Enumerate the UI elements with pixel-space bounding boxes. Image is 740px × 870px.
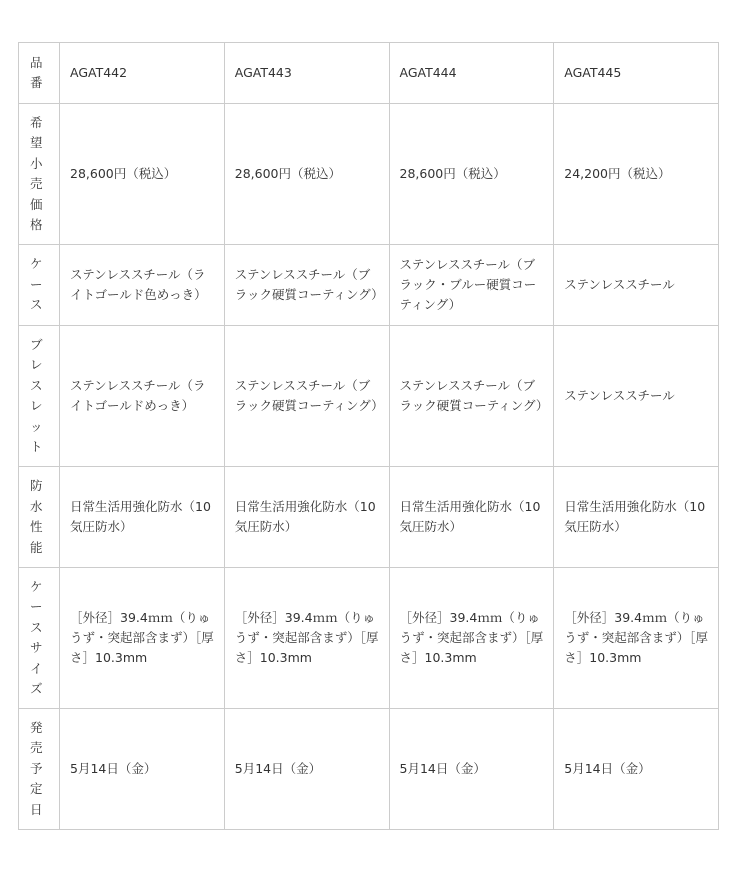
table-cell: 5月14日（金） <box>224 709 389 830</box>
table-cell: ステンレススチール（ブラック硬質コーティング） <box>224 245 389 326</box>
row-case <box>19 245 719 326</box>
table-cell: ステンレススチール（ブラック硬質コーティング） <box>224 326 389 467</box>
table-cell: ステンレススチール（ライトゴールド色めっき） <box>60 245 225 326</box>
table-cell: ステンレススチール（ブラック・ブルー硬質コーティング） <box>389 245 554 326</box>
row-label: ケースサイズ <box>19 568 60 709</box>
table-cell: 28,600円（税込） <box>389 104 554 245</box>
table-cell: 28,600円（税込） <box>224 104 389 245</box>
row-label: ケース <box>19 245 60 326</box>
table-cell: ステンレススチール <box>554 326 719 467</box>
row-release-date <box>19 709 719 830</box>
table-cell: ［外径］39.4ｍｍ（りゅうず・突起部含まず）［厚さ］10.3mm <box>554 568 719 709</box>
cell-agat442: AGAT442 <box>60 43 225 104</box>
row-case-size <box>19 568 719 709</box>
row-label: 発売予定日 <box>19 709 60 830</box>
table-cell: ステンレススチール（ブラック硬質コーティング） <box>389 326 554 467</box>
table-cell: ［外径］39.4ｍｍ（りゅうず・突起部含まず）［厚さ］10.3mm <box>60 568 225 709</box>
table-cell: 日常生活用強化防水（10気圧防水） <box>60 467 225 568</box>
table-cell: 5月14日（金） <box>60 709 225 830</box>
table-cell: 日常生活用強化防水（10気圧防水） <box>224 467 389 568</box>
row-label: 希望小売価格 <box>19 104 60 245</box>
row-model-number <box>19 43 719 104</box>
table-cell: ［外径］39.4ｍｍ（りゅうず・突起部含まず）［厚さ］10.3mm <box>224 568 389 709</box>
row-retail-price <box>19 104 719 245</box>
row-label: 品番 <box>19 43 60 104</box>
cell-agat443: AGAT443 <box>224 43 389 104</box>
row-water-resistance <box>19 467 719 568</box>
table-cell: ステンレススチール（ライトゴールドめっき） <box>60 326 225 467</box>
table-cell: ステンレススチール <box>554 245 719 326</box>
table-cell: 日常生活用強化防水（10気圧防水） <box>554 467 719 568</box>
row-bracelet <box>19 326 719 467</box>
table-cell: 28,600円（税込） <box>60 104 225 245</box>
row-label: 防水性能 <box>19 467 60 568</box>
cell-agat445: AGAT445 <box>554 43 719 104</box>
table-cell: 24,200円（税込） <box>554 104 719 245</box>
table-cell: ［外径］39.4ｍｍ（りゅうず・突起部含まず）［厚さ］10.3mm <box>389 568 554 709</box>
row-label: ブレスレット <box>19 326 60 467</box>
cell-agat444: AGAT444 <box>389 43 554 104</box>
table-cell: 5月14日（金） <box>554 709 719 830</box>
table-cell: 5月14日（金） <box>389 709 554 830</box>
product-spec-table <box>18 42 719 830</box>
table-cell: 日常生活用強化防水（10気圧防水） <box>389 467 554 568</box>
